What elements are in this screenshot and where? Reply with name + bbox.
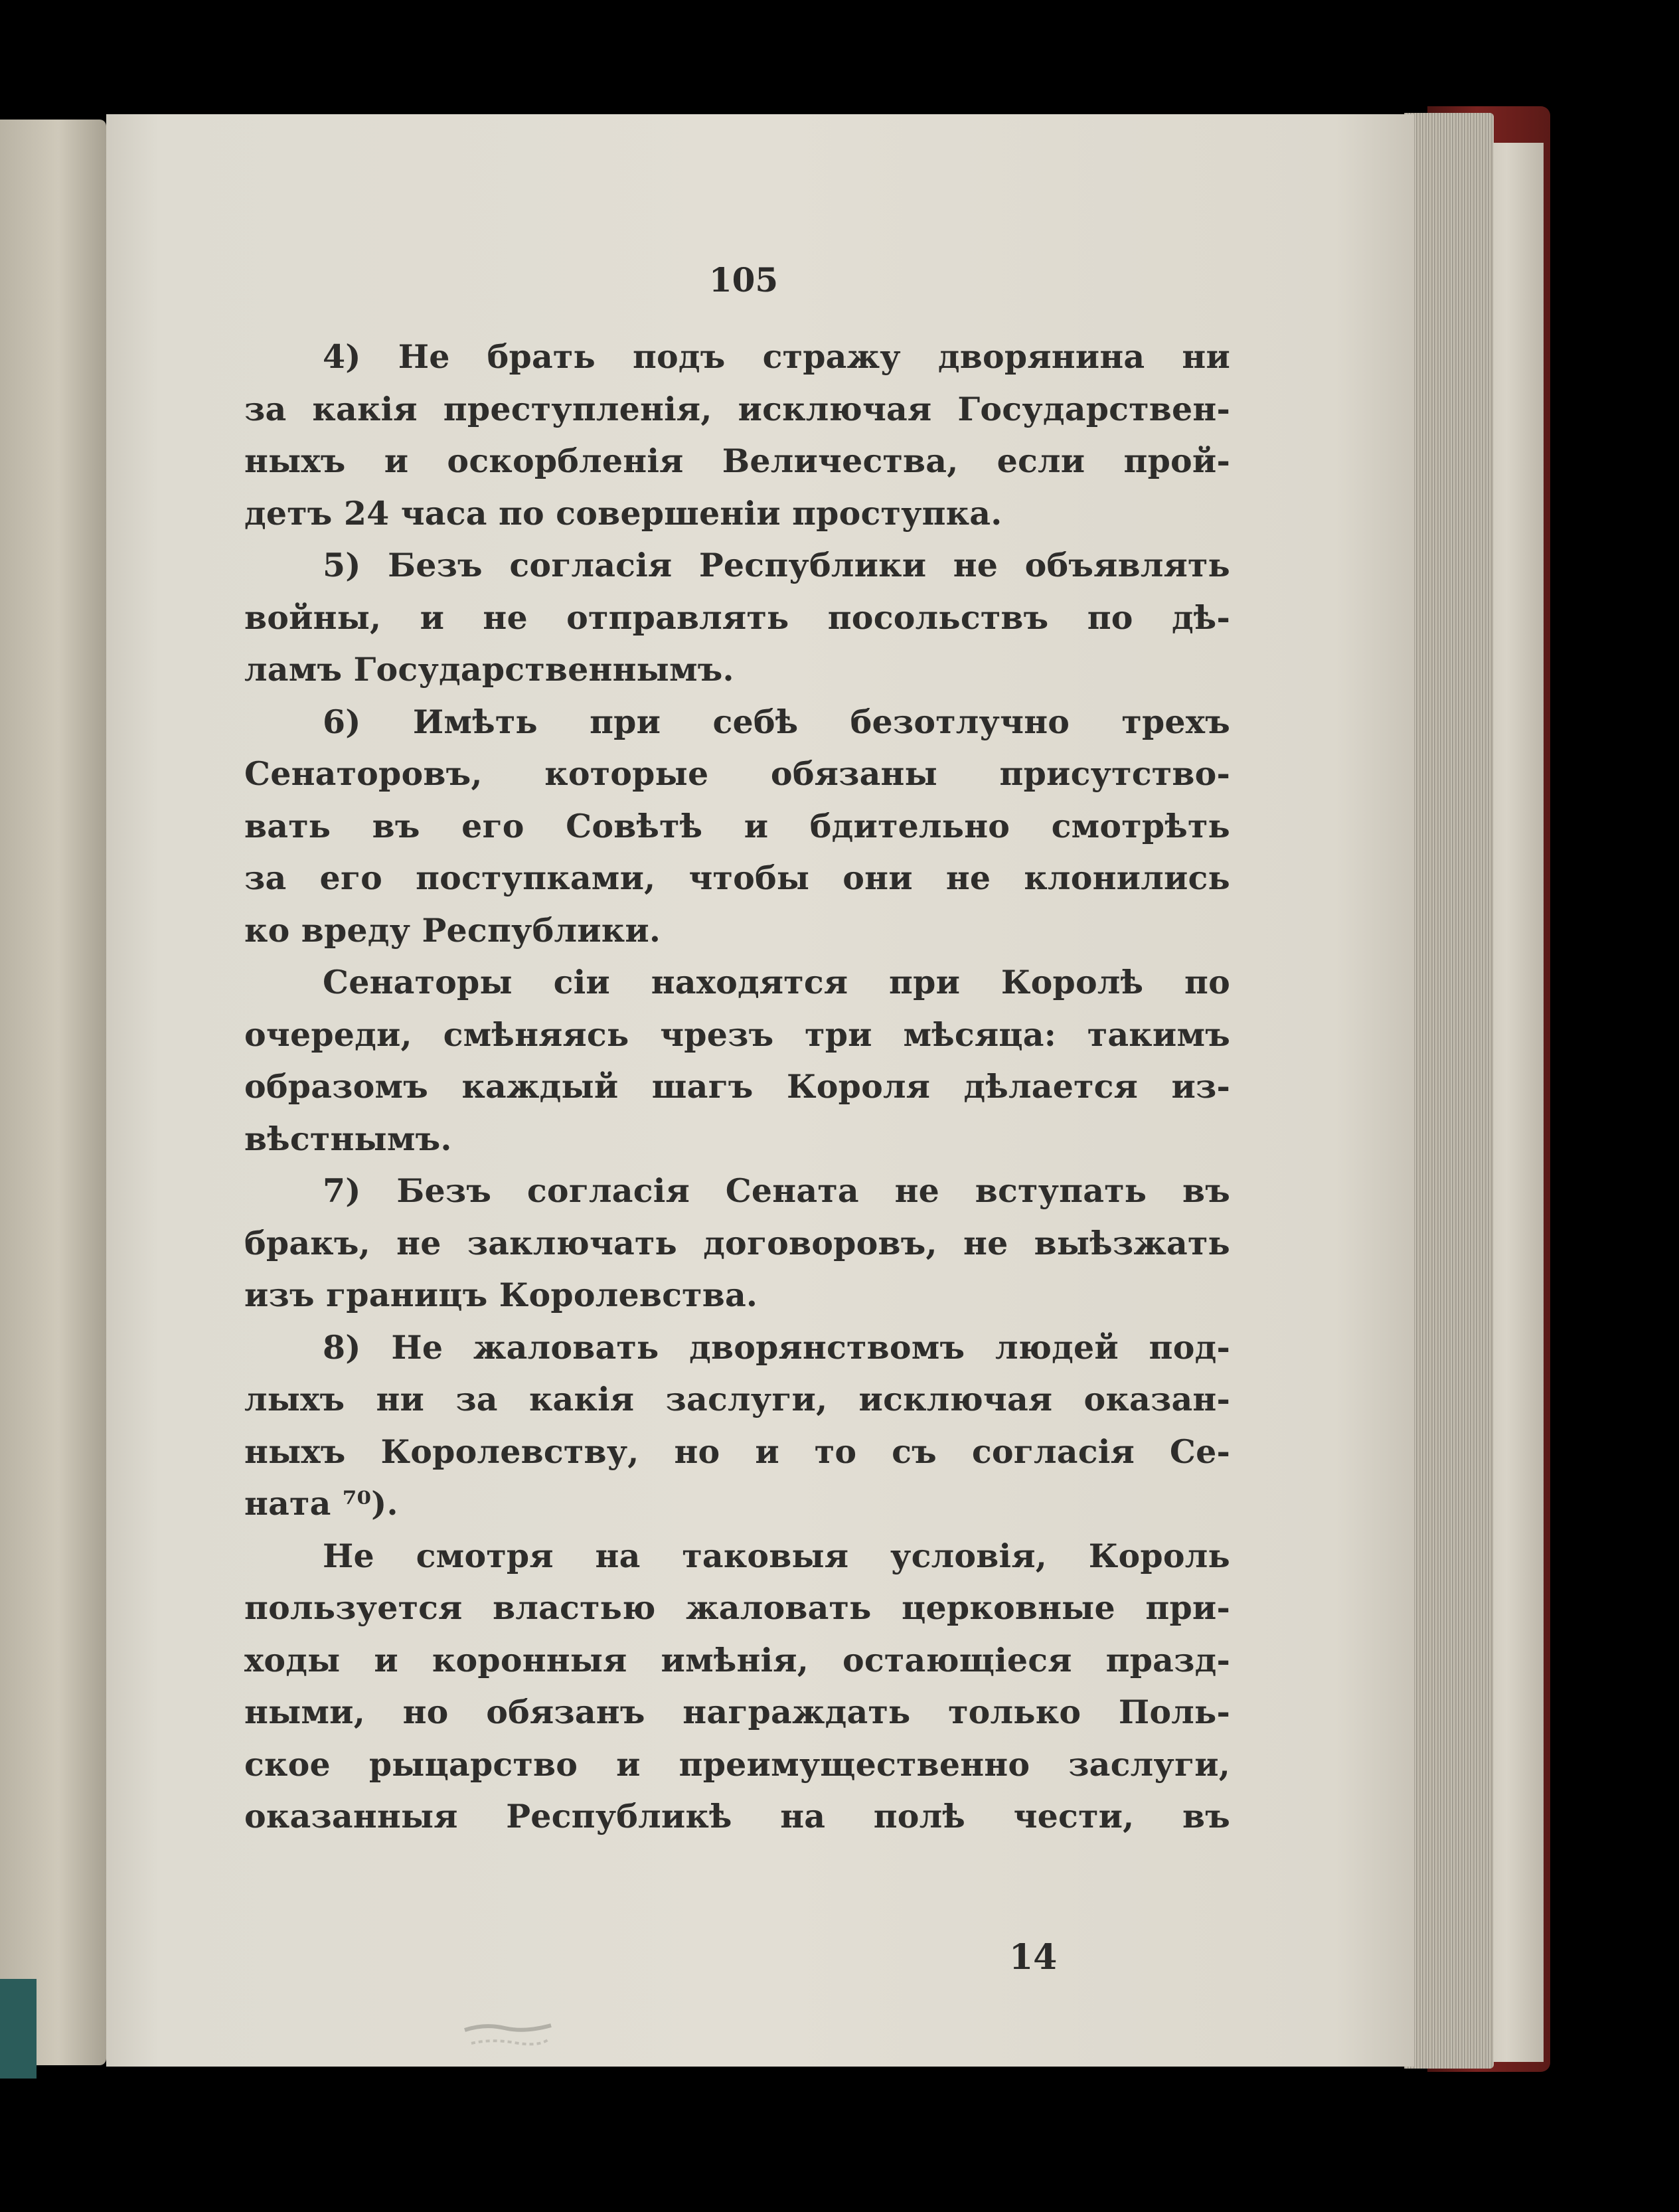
page-block-edges xyxy=(1404,113,1494,2069)
text-line: Сенаторы сіи находятся при Королѣ по xyxy=(323,963,1230,1001)
text-line: Сенаторовъ, которые обязаны присутство- xyxy=(244,754,1230,793)
text-line: детъ 24 часа по совершеніи проступка. xyxy=(244,493,1002,533)
text-line: лыхъ ни за какія заслуги, исключая оказан- xyxy=(244,1380,1230,1418)
page-number: 105 xyxy=(708,260,779,299)
text-line: 6) Имѣть при себѣ безотлучно трехъ xyxy=(323,702,1230,741)
text-line: вѣстнымъ. xyxy=(244,1119,452,1158)
text-line: ко вреду Республики. xyxy=(244,910,661,950)
text-line: ламъ Государственнымъ. xyxy=(244,650,734,689)
text-line: ныхъ и оскорбленія Величества, если прой- xyxy=(244,442,1230,480)
text-line: вать въ его Совѣтѣ и бдительно смотрѣть xyxy=(244,806,1230,845)
text-line: ната ⁷⁰). xyxy=(244,1484,398,1523)
text-line: оказанныя Республикѣ на полѣ чести, въ xyxy=(244,1797,1230,1835)
text-line: бракъ, не заключать договоровъ, не выѣзжать xyxy=(244,1223,1230,1262)
text-line: пользуется властью жаловать церковные при- xyxy=(244,1588,1230,1627)
text-line: за какія преступленія, исключая Государствен- xyxy=(244,389,1230,428)
text-line: 4) Не брать подъ стражу дворянина ни xyxy=(323,337,1230,376)
faded-stamp-mark xyxy=(458,2013,558,2060)
book-page xyxy=(106,114,1414,2067)
page-text xyxy=(244,331,1230,1843)
text-line: 8) Не жаловать дворянствомъ людей под- xyxy=(323,1327,1230,1367)
text-line: войны, и не отправлять посольствъ по дѣ- xyxy=(244,598,1230,637)
cover-cloth-corner xyxy=(0,1979,37,2079)
text-line: ныхъ Королевству, но и то съ согласія Се- xyxy=(244,1432,1230,1471)
text-line: изъ границъ Королевства. xyxy=(244,1276,758,1314)
text-line: ское рыцарство и преимущественно заслуги, xyxy=(244,1744,1230,1784)
text-line: образомъ каждый шагъ Короля дѣлается из- xyxy=(244,1067,1230,1106)
text-line: Не смотря на таковыя условія, Король xyxy=(323,1536,1230,1575)
signature-mark: 14 xyxy=(1009,1937,1058,1978)
text-line: ходы и коронныя имѣнія, остающіеся празд- xyxy=(244,1640,1230,1679)
text-line: 5) Безъ согласія Республики не объявлять xyxy=(323,546,1230,584)
text-line: очереди, смѣняясь чрезъ три мѣсяца: такимъ xyxy=(244,1015,1230,1054)
previous-page-edge xyxy=(0,120,106,2065)
text-line: за его поступками, чтобы они не клонились xyxy=(244,859,1230,897)
text-line: ными, но обязанъ награждать только Поль- xyxy=(244,1693,1230,1731)
text-line: 7) Безъ согласія Сената не вступать въ xyxy=(323,1171,1230,1210)
